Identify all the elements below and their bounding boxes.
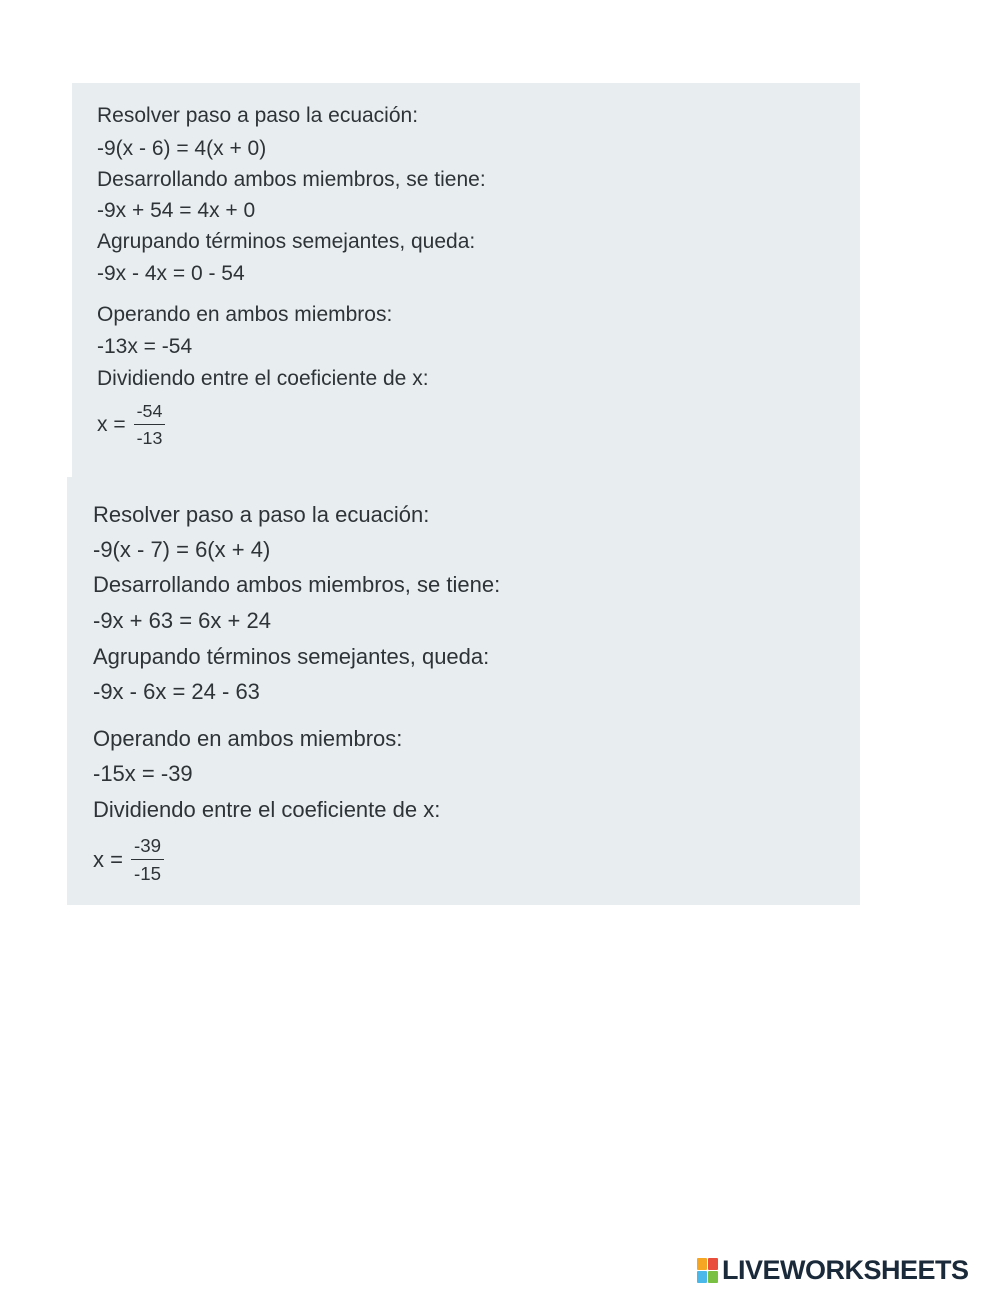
step-label: Operando en ambos miembros: [93,726,403,751]
result-fraction [97,401,165,449]
exercise-intro: Resolver paso a paso la ecuación: [93,502,430,527]
logo-blocks-icon [697,1258,718,1283]
step-label: Desarrollando ambos miembros, se tiene: [93,572,501,597]
logo-text: LIVEWORKSHEETS [722,1254,969,1285]
step-label: Desarrollando ambos miembros, se tiene: [97,168,486,191]
step-expression: -9x + 54 = 4x + 0 [97,199,256,222]
logo-block [708,1258,718,1270]
result-lhs: x = [97,413,126,436]
step-expression: -13x = -54 [97,335,193,358]
equation: -9(x - 6) = 4(x + 0) [97,137,267,160]
logo-block [697,1271,707,1283]
step-label: Agrupando términos semejantes, queda: [93,644,490,669]
exercise-card-1 [72,83,860,480]
fraction [131,835,164,885]
fraction-numerator: -39 [131,835,164,860]
step-label: Agrupando términos semejantes, queda: [97,230,476,253]
step-label: Operando en ambos miembros: [97,303,393,326]
fraction-numerator: -54 [134,401,166,425]
logo-block [708,1271,718,1283]
liveworksheets-logo [697,1256,969,1284]
exercise-card-2 [67,477,860,905]
step-expression: -9x + 63 = 6x + 24 [93,608,271,633]
step-label: Dividiendo entre el coeficiente de x: [97,367,429,390]
result-fraction [93,835,164,885]
equation: -9(x - 7) = 6(x + 4) [93,537,271,562]
step-expression: -9x - 4x = 0 - 54 [97,262,245,285]
fraction [134,401,166,449]
step-label: Dividiendo entre el coeficiente de x: [93,797,441,822]
logo-block [697,1258,707,1270]
result-lhs: x = [93,847,123,872]
step-expression: -15x = -39 [93,761,193,786]
exercise-intro: Resolver paso a paso la ecuación: [97,104,419,127]
step-expression: -9x - 6x = 24 - 63 [93,679,260,704]
fraction-denominator: -13 [136,428,163,448]
fraction-denominator: -15 [133,863,161,884]
